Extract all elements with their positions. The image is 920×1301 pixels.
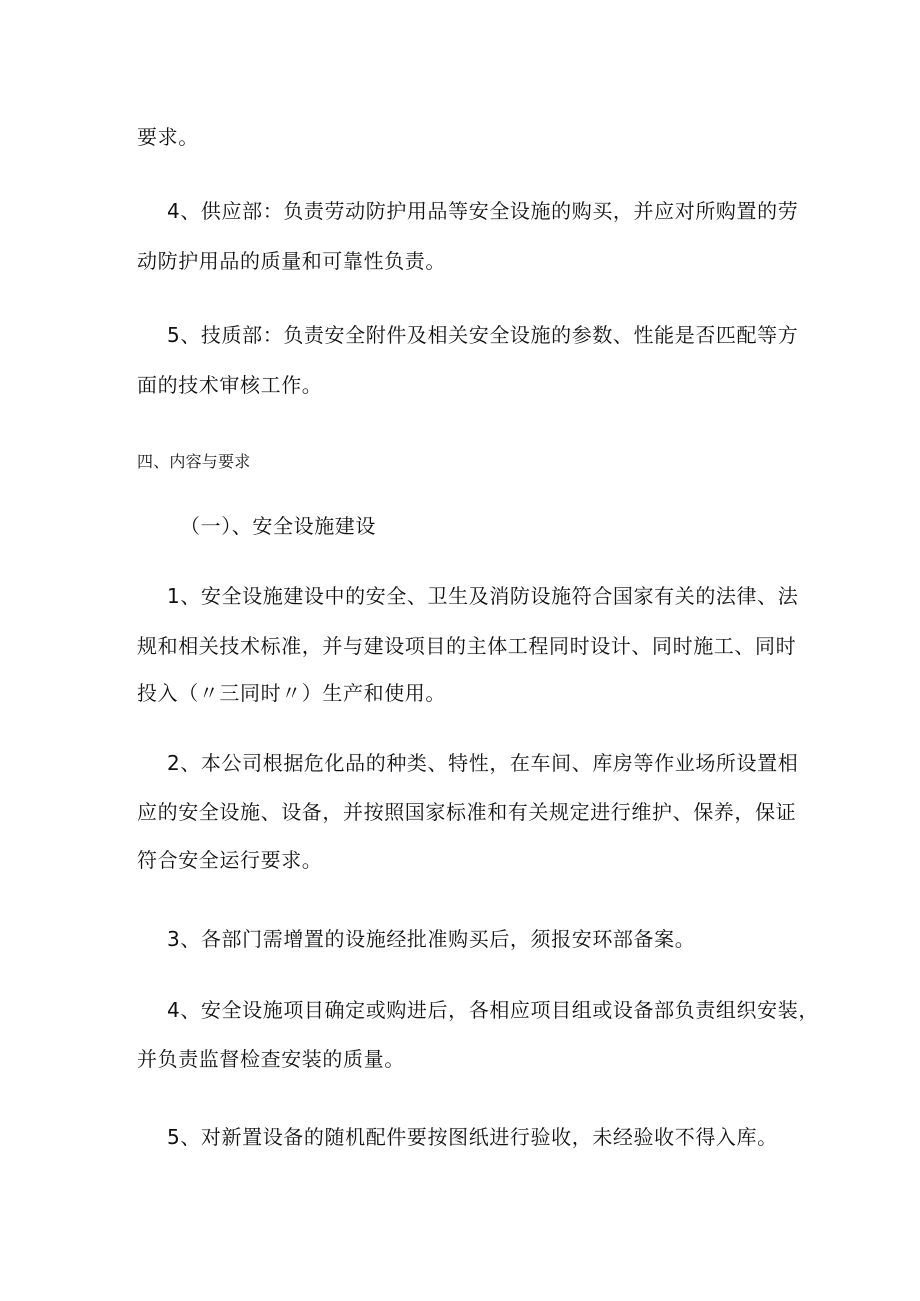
paragraph-line: 面的技术审核工作。 (137, 373, 323, 397)
paragraph-line: 应的安全设施、设备，并按照国家标准和有关规定进行维护、保养，保证 (137, 800, 797, 824)
paragraph-line: 并负责监督检查安装的质量。 (137, 1047, 405, 1071)
paragraph-line: 动防护用品的质量和可靠性负责。 (137, 249, 446, 273)
paragraph-line: 5、对新置设备的随机配件要按图纸进行验收，未经验收不得入库。 (167, 1125, 778, 1149)
paragraph-line: 符合安全运行要求。 (137, 848, 323, 872)
paragraph-line: 1、安全设施建设中的安全、卫生及消防设施符合国家有关的法律、法 (167, 584, 799, 608)
paragraph-line: 3、各部门需增置的设施经批准购买后，须报安环部备案。 (167, 927, 696, 951)
paragraph-line: 投入（〃三同时〃）生产和使用。 (137, 681, 446, 705)
paragraph-line: 要求。 (137, 125, 199, 149)
paragraph-line: 2、本公司根据危化品的种类、特性，在车间、库房等作业场所设置相 (167, 751, 799, 775)
paragraph-line: 5、技质部：负责安全附件及相关安全设施的参数、性能是否匹配等方 (167, 323, 799, 347)
paragraph-line: 4、安全设施项目确定或购进后，各相应项目组或设备部负责组织安装， (167, 998, 819, 1022)
paragraph-line: 4、供应部：负责劳动防护用品等安全设施的购买，并应对所购置的劳 (167, 199, 799, 223)
section-heading: 四、内容与要求 (137, 452, 251, 471)
subsection-heading: （一）、安全设施建设 (180, 514, 376, 538)
paragraph-line: 规和相关技术标准，并与建设项目的主体工程同时设计、同时施工、同时 (137, 634, 797, 658)
